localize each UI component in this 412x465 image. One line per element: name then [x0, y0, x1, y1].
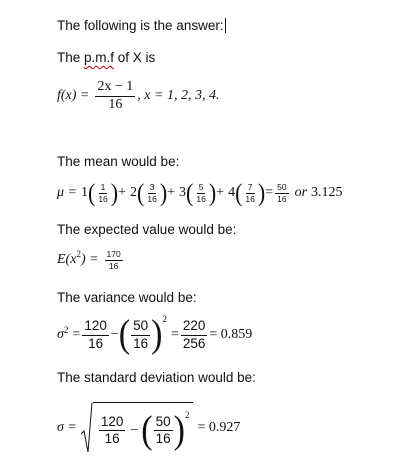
pmf-equation — [57, 80, 219, 112]
sd-paren-b: ( $\frac{50}{16}$ ) — [141, 408, 185, 452]
sd-label: The standard deviation would be: — [57, 370, 256, 385]
mean-term-1-num: 1 — [100, 181, 106, 192]
mean-term-4-coef: 4 — [228, 185, 236, 200]
mean-term-2-coef: 2 — [130, 185, 138, 200]
ev-lhs: E(x — [57, 252, 77, 268]
sd-a-num: 120 — [99, 415, 126, 431]
mean-equation — [57, 178, 343, 207]
mean-term-3: ( $\frac{5}{16}$ ) — [186, 178, 217, 207]
variance-exponent: 2 — [63, 325, 69, 335]
mean-term-4-den: 16 — [245, 193, 255, 204]
sd-result: = 0.927 — [197, 420, 241, 435]
mean-or: or — [294, 185, 308, 200]
mean-term-3-num: 5 — [198, 181, 204, 192]
intro-text: The following is the answer: — [57, 18, 224, 33]
sd-minus: − — [130, 422, 139, 438]
sd-equation — [57, 402, 240, 454]
pmf-label-line — [57, 50, 155, 65]
variance-lhs: σ — [57, 327, 64, 342]
ev-label: The expected value would be: — [57, 222, 237, 237]
pmf-tail: , x = 1, 2, 3, 4. — [137, 88, 220, 104]
ev-equation — [57, 250, 125, 271]
variance-result: = 0.859 — [209, 327, 253, 342]
sd-lhs: σ = — [57, 420, 77, 435]
ev-numerator: 170 — [106, 249, 121, 259]
mean-term-2-den: 16 — [147, 193, 157, 204]
variance-c-den: 256 — [182, 335, 206, 351]
variance-b-num: 50 — [131, 319, 150, 335]
sd-b-exponent: 2 — [184, 409, 190, 420]
mean-term-4: ( $\frac{7}{16}$ ) — [235, 178, 266, 207]
pmf-suffix: of X is — [114, 50, 156, 65]
mean-result-den: 16 — [277, 193, 287, 204]
variance-paren-b: ( $\frac{50}{16}$ ) — [118, 313, 163, 356]
variance-a-den: 16 — [88, 335, 104, 351]
pmf-lhs: f(x) = — [57, 88, 90, 104]
variance-b-den: 16 — [133, 335, 149, 351]
mean-term-4-num: 7 — [247, 181, 253, 192]
mean-op-3: + — [216, 185, 225, 200]
ev-close: ) = — [80, 252, 99, 268]
variance-b-exponent: 2 — [162, 314, 167, 324]
pmf-denominator: 16 — [108, 96, 123, 112]
mean-term-1: ( $\frac{1}{16}$ ) — [87, 178, 119, 207]
mean-op-1: + — [118, 185, 127, 200]
sd-b-num: 50 — [154, 415, 173, 431]
variance-frac-a — [82, 319, 109, 350]
text-cursor — [225, 18, 226, 33]
variance-eq-1: = — [72, 327, 81, 342]
variance-label: The variance would be: — [57, 290, 197, 305]
mean-mu: μ = — [57, 185, 77, 200]
sd-frac-a — [99, 415, 126, 446]
intro-line — [57, 18, 226, 33]
variance-equation — [57, 313, 253, 356]
sd-radical — [81, 402, 194, 454]
mean-term-1-coef: 1 — [80, 185, 88, 200]
mean-op-4: = — [265, 185, 274, 200]
variance-eq-2: = — [170, 327, 179, 342]
ev-exponent: 2 — [76, 249, 81, 260]
sd-a-den: 16 — [104, 431, 120, 446]
pmf-prefix: The — [57, 50, 85, 65]
mean-label: The mean would be: — [57, 154, 180, 169]
variance-a-num: 120 — [82, 319, 109, 335]
sd-b-den: 16 — [155, 431, 171, 446]
variance-minus: − — [110, 327, 119, 342]
pmf-fraction — [95, 80, 135, 112]
mean-term-2-num: 3 — [149, 181, 155, 192]
mean-term-3-den: 16 — [196, 193, 206, 204]
mean-term-3-coef: 3 — [179, 185, 187, 200]
pmf-numerator: 2x − 1 — [95, 80, 135, 97]
mean-result-fraction — [275, 183, 288, 204]
variance-frac-c — [181, 319, 208, 350]
pmf-word-spellcheck: p.m.f — [84, 50, 115, 65]
ev-fraction — [105, 250, 123, 271]
mean-result-num: 50 — [277, 181, 287, 192]
radical-sign-icon — [81, 402, 93, 454]
mean-decimal: 3.125 — [311, 185, 343, 200]
mean-op-2: + — [167, 185, 176, 200]
mean-term-1-den: 16 — [98, 193, 108, 204]
mean-term-2: ( $\frac{3}{16}$ ) — [137, 178, 168, 207]
ev-denominator: 16 — [108, 260, 119, 271]
variance-c-num: 220 — [181, 319, 208, 335]
